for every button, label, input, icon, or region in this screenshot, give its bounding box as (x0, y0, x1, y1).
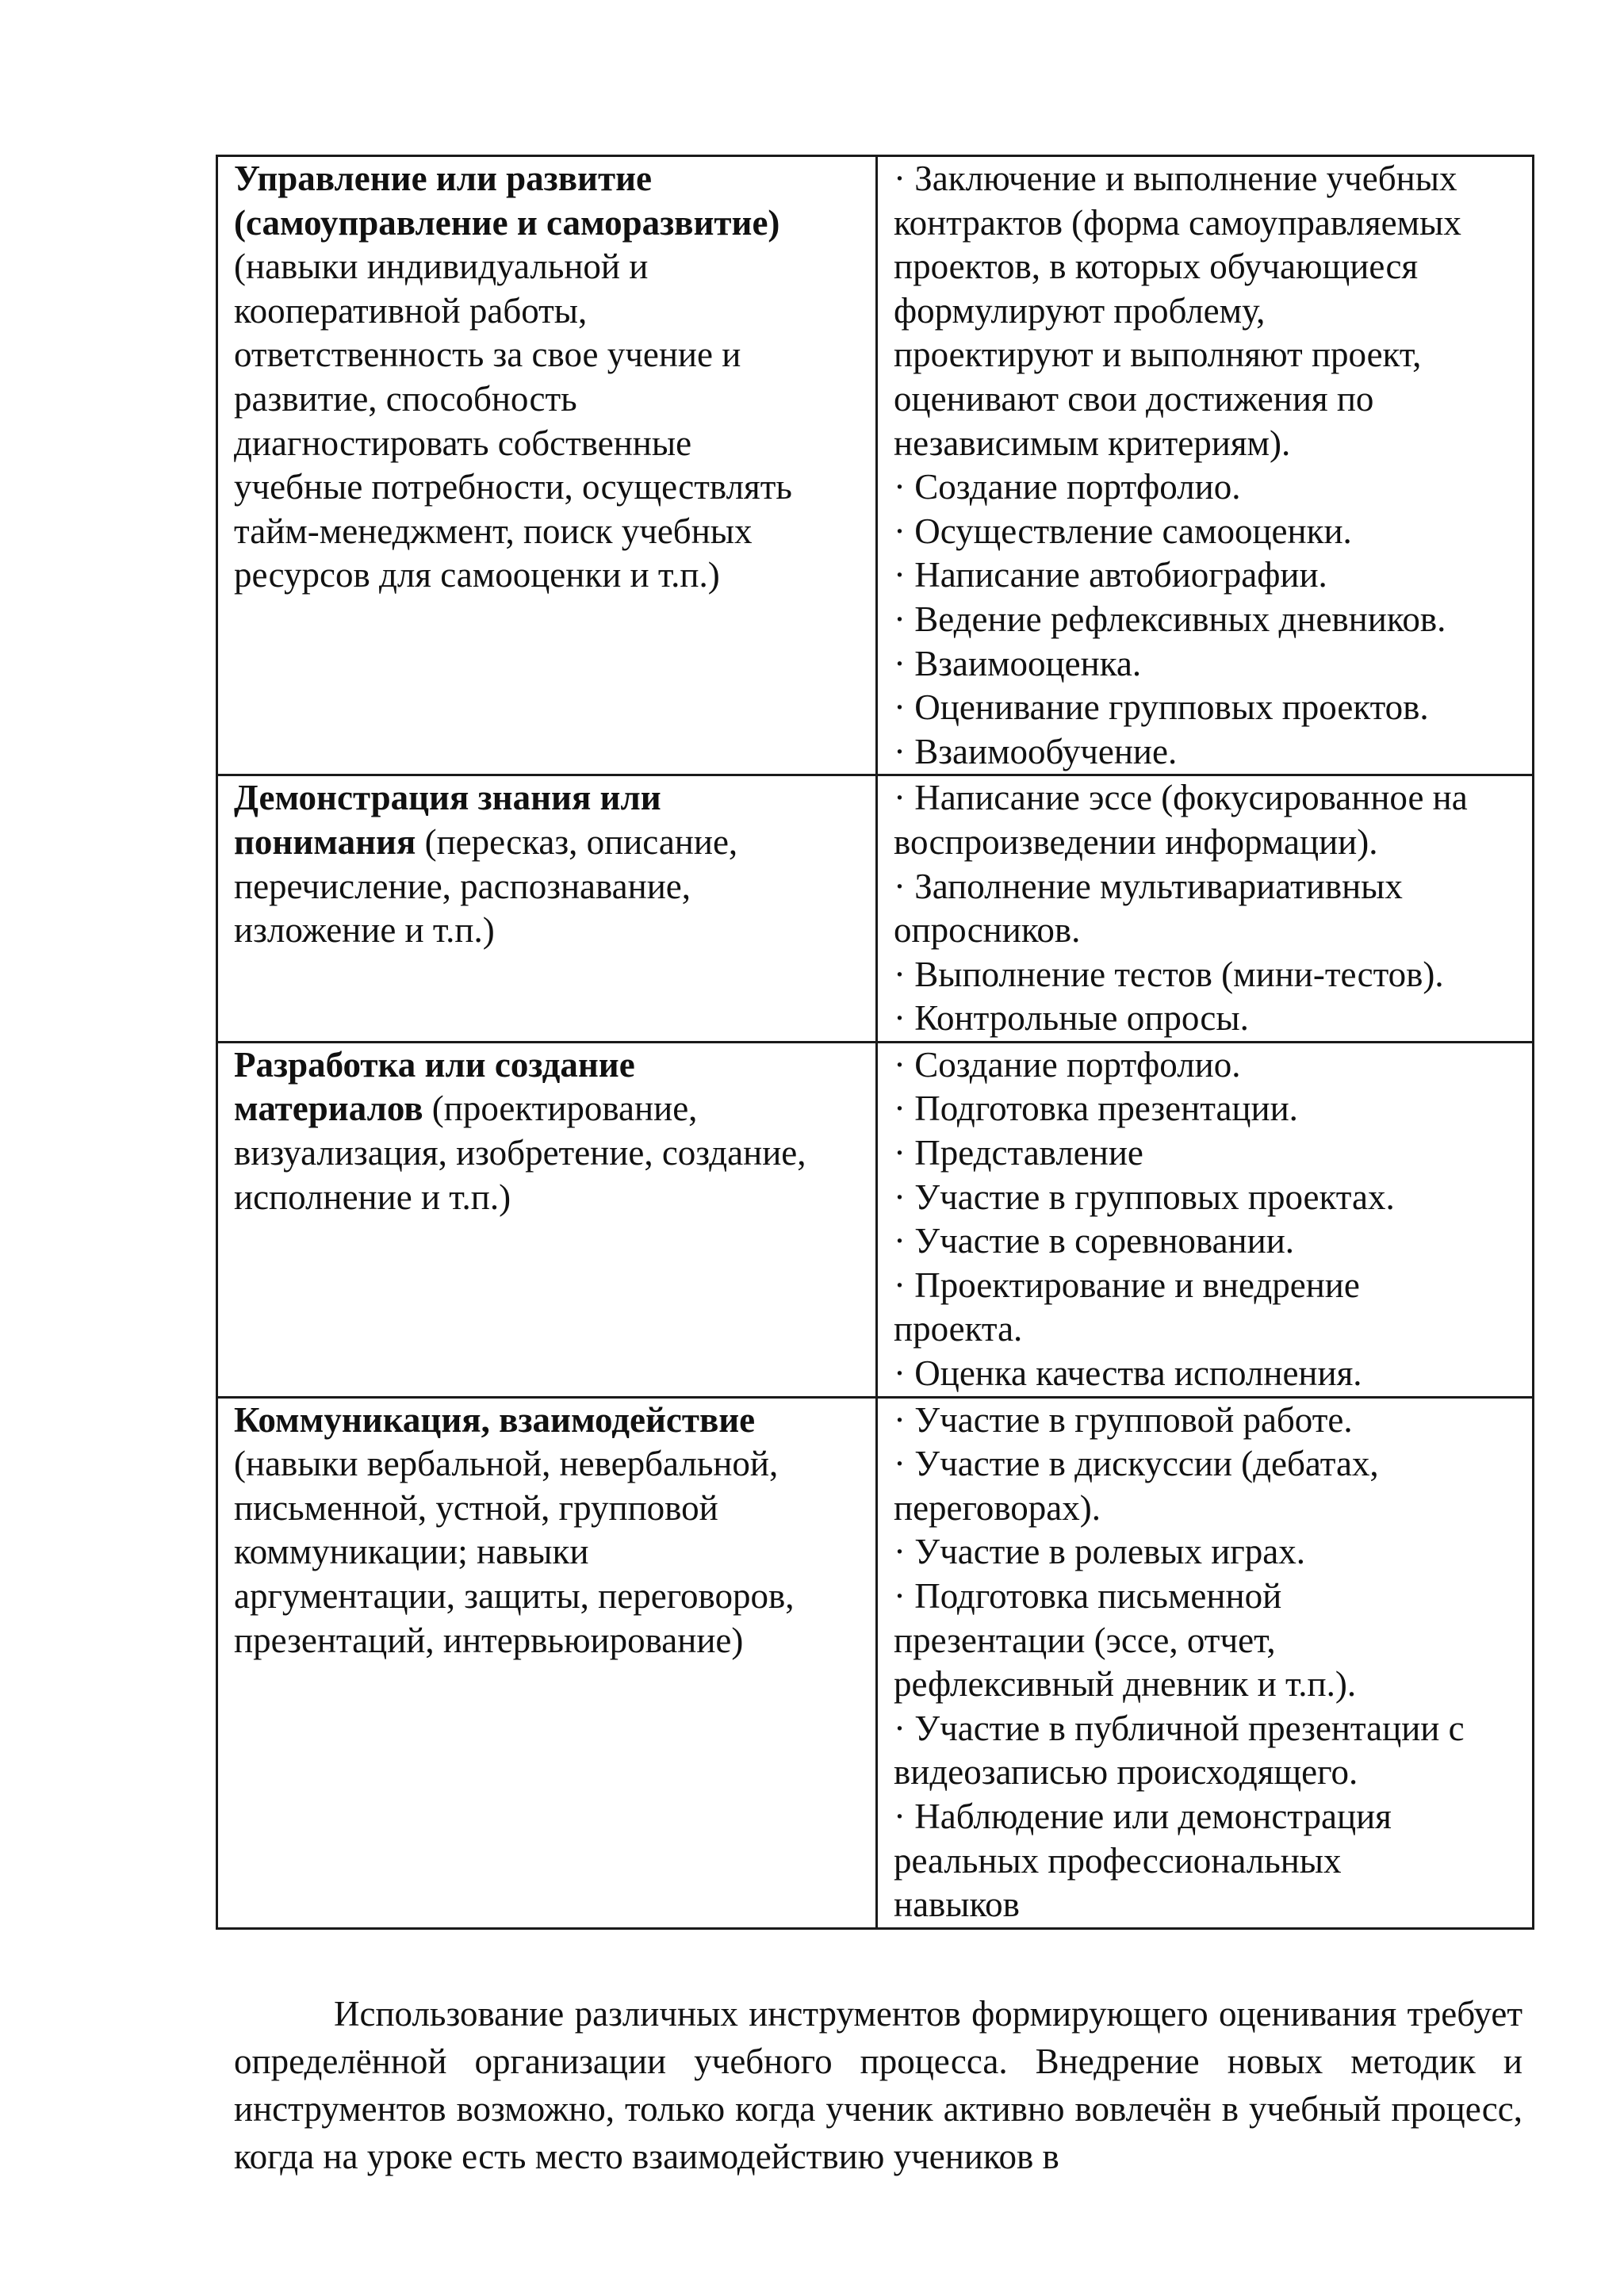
competence-line (234, 909, 864, 953)
method-line: · Заключение и выполнение учебных (894, 159, 1457, 198)
competence-description-line: учебные потребности, осуществлять (234, 467, 792, 507)
table-row (217, 156, 1534, 775)
competence-title: Коммуникация, взаимодействие (234, 1399, 756, 1440)
competence-line (234, 1487, 864, 1531)
competence-line (234, 1087, 864, 1131)
method-line: · Участие в публичной презентации с (894, 1708, 1465, 1748)
competence-description: презентаций, интервьюирование) (234, 1620, 744, 1660)
method-line: · Написание автобиографии. (894, 555, 1327, 595)
methods-cell (877, 1042, 1534, 1397)
competence-description: (пересказ, описание, (416, 821, 738, 862)
competence-description: письменной, устной, групповой (234, 1487, 718, 1528)
competence-description-line: диагностировать собственные (234, 423, 692, 463)
method-line: · Подготовка письменной (894, 1576, 1282, 1616)
competence-line (234, 1575, 864, 1619)
method-line: · Участие в групповых проектах. (894, 1177, 1395, 1217)
method-line: проектов, в которых обучающиеся (894, 247, 1419, 287)
methods-cell (877, 775, 1534, 1043)
method-line: независимым критериям). (894, 423, 1291, 463)
competence-title: Разработка или создание (234, 1044, 635, 1085)
methods-cell (877, 1397, 1534, 1928)
method-line: · Наблюдение или демонстрация (894, 1796, 1392, 1836)
table-row (217, 775, 1534, 1043)
competence-cell (217, 1397, 877, 1928)
method-line: контрактов (форма самоуправляемых (894, 202, 1461, 243)
method-line: · Заполнение мультивариативных (894, 866, 1403, 906)
competence-title-line: (самоуправление и саморазвитие) (234, 202, 780, 243)
method-line: навыков (894, 1885, 1020, 1925)
method-line: · Участие в дискуссии (дебатах, (894, 1444, 1379, 1484)
competence-description-line: тайм-менеджмент, поиск учебных (234, 511, 753, 551)
competence-description-line: ответственность за свое учение и (234, 335, 741, 375)
competence-description: (проектирование, (423, 1089, 698, 1129)
competence-description: (навыки вербальной, невербальной, (234, 1444, 779, 1484)
method-line: · Участие в соревновании. (894, 1221, 1295, 1261)
method-line: проектируют и выполняют проект, (894, 335, 1422, 375)
competence-description: изложение и т.п.) (234, 910, 495, 951)
competence-description: визуализация, изобретение, создание, (234, 1133, 806, 1173)
method-line: переговорах). (894, 1487, 1101, 1528)
competence-cell (217, 1042, 877, 1397)
competence-line (234, 1176, 864, 1220)
method-line: · Создание портфолио. (894, 467, 1241, 507)
table-row (217, 1397, 1534, 1928)
method-line: · Выполнение тестов (мини-тестов). (894, 954, 1444, 994)
method-line: · Участие в групповой работе. (894, 1399, 1353, 1440)
method-line: · Подготовка презентации. (894, 1089, 1298, 1129)
method-line: · Участие в ролевых играх. (894, 1532, 1305, 1572)
method-line: · Осуществление самооценки. (894, 511, 1352, 551)
table-row (217, 1042, 1534, 1397)
competence-line (234, 865, 864, 909)
methods-cell (877, 156, 1534, 775)
competence-cell (217, 156, 877, 775)
method-line: презентации (эссе, отчет, (894, 1620, 1276, 1660)
competence-description: коммуникации; навыки (234, 1532, 589, 1572)
method-line: · Ведение рефлексивных дневников. (894, 599, 1446, 639)
method-line: · Проектирование и внедрение (894, 1265, 1360, 1305)
body-paragraph: Использование различных инструментов формирующего оценивания требует определённой организации учебного процесса. Внедрение новых методик и инструментов возможно, только когда ученик активно вовлечён в учебный процесс, когда на уроке есть место взаимодействию учеников в (234, 1994, 1522, 2176)
competence-title-line: Управление или развитие (234, 159, 652, 198)
competence-cell (217, 775, 877, 1043)
method-line: · Взаимооценка. (894, 643, 1142, 683)
method-line: опросников. (894, 910, 1081, 951)
competence-line (234, 1530, 864, 1575)
competence-line (234, 1442, 864, 1487)
method-line: · Представление (894, 1133, 1143, 1173)
method-line: проекта. (894, 1309, 1023, 1349)
method-line: · Взаимообучение. (894, 731, 1178, 771)
competence-title: материалов (234, 1089, 423, 1129)
competence-line (234, 1399, 864, 1443)
competence-title: понимания (234, 821, 416, 862)
competence-description: исполнение и т.п.) (234, 1177, 511, 1217)
method-line: воспроизведении информации). (894, 821, 1378, 862)
competence-description: перечисление, распознавание, (234, 866, 691, 906)
competence-line (234, 1131, 864, 1176)
competence-description: аргументации, защиты, переговоров, (234, 1576, 795, 1616)
method-line: формулируют проблему, (894, 290, 1266, 331)
assessment-methods-table (216, 155, 1534, 1930)
method-line: · Оценивание групповых проектов. (894, 687, 1429, 728)
competence-title: Демонстрация знания или (234, 778, 661, 818)
competence-line (234, 821, 864, 865)
competence-line (234, 1043, 864, 1088)
method-line: · Оценка качества исполнения. (894, 1353, 1362, 1394)
competence-line (234, 776, 864, 821)
competence-line (234, 1619, 864, 1663)
method-line: оценивают свои достижения по (894, 378, 1374, 419)
method-line: реальных профессиональных (894, 1840, 1342, 1881)
competence-description-line: развитие, способность (234, 378, 577, 419)
competence-description-line: кооперативной работы, (234, 290, 588, 331)
method-line: · Написание эссе (фокусированное на (894, 778, 1468, 818)
method-line: видеозаписью происходящего. (894, 1752, 1358, 1793)
competence-description-line: ресурсов для самооценки и т.п.) (234, 555, 720, 595)
method-line: рефлексивный дневник и т.п.). (894, 1664, 1357, 1705)
method-line: · Контрольные опросы. (894, 998, 1249, 1039)
competence-description-line: (навыки индивидуальной и (234, 247, 649, 287)
method-line: · Создание портфолио. (894, 1044, 1241, 1085)
